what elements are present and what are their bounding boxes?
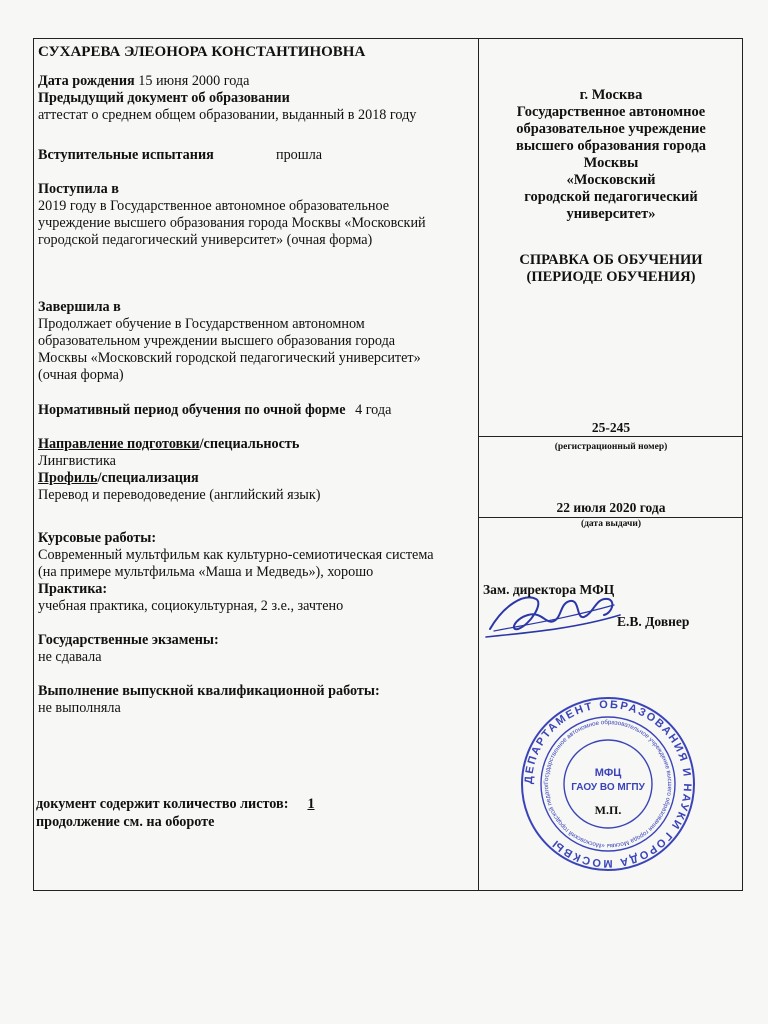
- registration-number: 25-245: [591, 420, 631, 435]
- issue-date-caption: (дата выдачи): [580, 519, 642, 529]
- direction-label: [38, 436, 478, 452]
- finished-line: Продолжает обучение в Государственном автономном: [38, 316, 365, 332]
- entry-exams-value: прошла: [276, 147, 323, 163]
- profile-label: [38, 470, 478, 486]
- issue-date: 22 июля 2020 года: [556, 500, 666, 515]
- entry-exams-label: Вступительные испытания: [38, 147, 214, 163]
- direction-value: Лингвистика: [38, 453, 116, 469]
- institution-line: образовательное учреждение: [516, 121, 706, 137]
- prev-doc-value: аттестат о среднем общем образовании, выданный в 2018 году: [38, 107, 417, 123]
- enrolled-label: Поступила в: [38, 181, 119, 197]
- direction-label-suffix: /специальность: [199, 436, 300, 452]
- student-name: СУХАРЕВА ЭЛЕОНОРА КОНСТАНТИНОВНА: [38, 44, 366, 60]
- enrolled-line: 2019 году в Государственное автономное образовательное: [38, 198, 390, 214]
- official-stamp: [518, 694, 698, 874]
- sheets-label: документ содержит количество листов:: [36, 796, 289, 812]
- birth-label: Дата рождения: [38, 73, 135, 89]
- stamp-center-line: МФЦ: [594, 767, 622, 779]
- section-divider: [478, 517, 743, 518]
- period-row: [38, 402, 478, 418]
- birth-row: [38, 73, 478, 89]
- registration-caption: (регистрационный номер): [554, 442, 668, 452]
- enrolled-line: городской педагогический университет» (очная форма): [38, 232, 373, 248]
- institution-line: университет»: [566, 206, 656, 222]
- finished-label: Завершила в: [38, 299, 121, 315]
- state-exams-label: Государственные экзамены:: [38, 632, 219, 648]
- direction-label-main: Направление подготовки: [38, 436, 200, 452]
- signatory-name: Е.В. Довнер: [617, 614, 690, 629]
- coursework-label: Курсовые работы:: [38, 530, 157, 546]
- column-divider: [478, 38, 479, 891]
- birth-value: 15 июня 2000 года: [138, 73, 250, 89]
- coursework-line: Современный мультфильм как культурно-семиотическая система: [38, 547, 434, 563]
- institution-line: «Московский: [566, 172, 656, 188]
- stamp-inner-text: Государственное автономное образовательное учреждение высшего образования города Москвы «Московский городской педагог: [542, 718, 674, 850]
- finished-line: образовательном учреждении высшего образования города: [38, 333, 396, 349]
- period-label: Нормативный период обучения по очной форме: [38, 402, 346, 418]
- stamp-center-line: ГАОУ ВО МГПУ: [571, 782, 645, 793]
- signatory-title: Зам. директора МФЦ: [483, 582, 615, 597]
- sheets-value: 1: [307, 796, 315, 812]
- institution-block: [480, 87, 742, 223]
- prev-doc-label: Предыдущий документ об образовании: [38, 90, 290, 106]
- practice-value: учебная практика, социокультурная, 2 з.е., зачтено: [38, 598, 344, 614]
- finished-line: (очная форма): [38, 367, 124, 383]
- enrolled-line: учреждение высшего образования города Москвы «Московский: [38, 215, 426, 231]
- state-exams-value: не сдавала: [38, 649, 102, 665]
- finished-line: Москвы «Московский городской педагогический университет»: [38, 350, 421, 366]
- document-title-line: (ПЕРИОДЕ ОБУЧЕНИЯ): [526, 269, 696, 285]
- continuation-note: продолжение см. на обороте: [36, 814, 215, 830]
- document-title: [480, 252, 742, 286]
- stamp-outer-text: ДЕПАРТАМЕНТ ОБРАЗОВАНИЯ И НАУКИ ГОРОДА МОСКВЫ: [522, 698, 694, 870]
- thesis-value: не выполняла: [38, 700, 121, 716]
- entry-exams-row: [38, 147, 478, 163]
- period-value: 4 года: [355, 402, 392, 418]
- institution-line: высшего образования города: [515, 138, 707, 154]
- profile-value: Перевод и переводоведение (английский язык): [38, 487, 321, 503]
- coursework-line: (на примере мультфильма «Маша и Медведь»), хорошо: [38, 564, 374, 580]
- institution-line: Государственное автономное: [516, 104, 706, 120]
- profile-label-suffix: /специализация: [97, 470, 199, 486]
- document-title-line: СПРАВКА ОБ ОБУЧЕНИИ: [519, 252, 703, 268]
- section-divider: [478, 436, 743, 437]
- thesis-label: Выполнение выпускной квалификационной работы:: [38, 683, 380, 699]
- stamp-mp-label: М.П.: [594, 803, 622, 817]
- institution-line: Москвы: [583, 155, 639, 171]
- institution-line: городской педагогический: [524, 189, 698, 205]
- institution-line: г. Москва: [579, 87, 643, 103]
- profile-label-main: Профиль: [38, 470, 98, 486]
- practice-label: Практика:: [38, 581, 108, 597]
- sheets-row: [36, 796, 476, 812]
